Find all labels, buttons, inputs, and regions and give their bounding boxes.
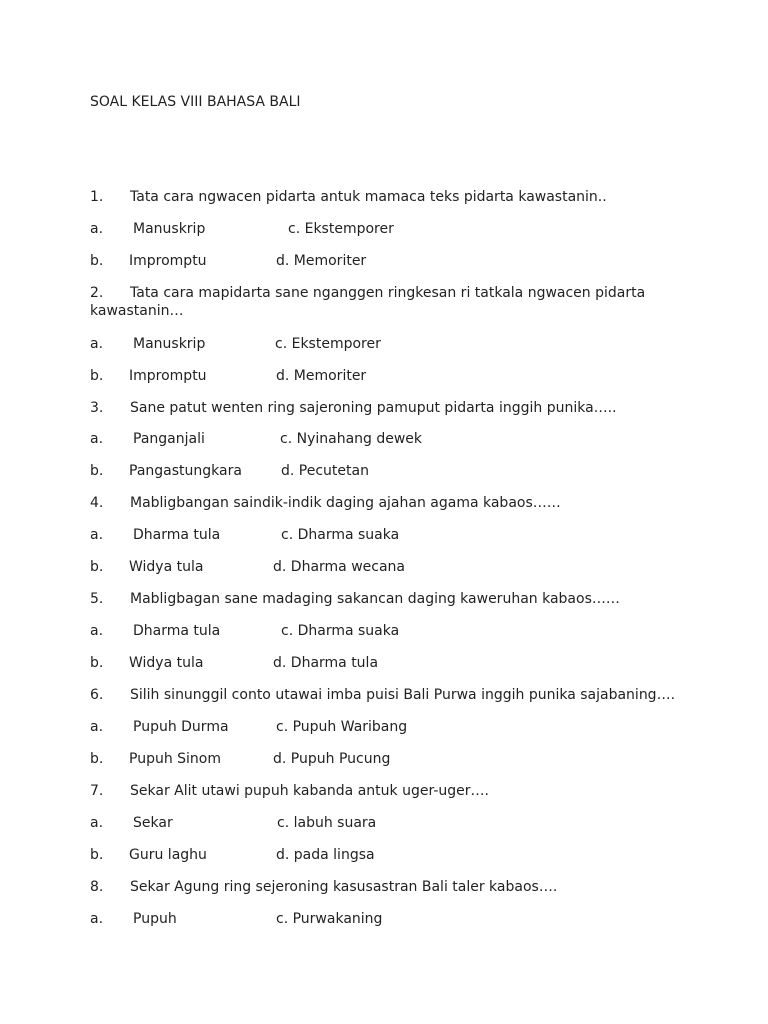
option-letter: a. [90,336,104,352]
option-letter: a. [90,623,104,639]
option-d: d. Pupuh Pucung [273,751,391,767]
question-number: 5. [90,591,104,607]
option-c: c. Nyinahang dewek [280,431,423,447]
option-letter: b. [90,463,104,479]
option-a: Pupuh Durma [133,719,229,735]
option-letter: b. [90,655,104,671]
question-text: Mabligbagan sane madaging sakancan daging kaweruhan kabaos…… [130,591,620,607]
option-a: Dharma tula [133,623,221,639]
option-letter: a. [90,911,104,927]
option-letter: a. [90,431,104,447]
option-d: d. Memoriter [276,368,367,384]
option-d: d. Dharma tula [273,655,379,671]
question-number: 3. [90,400,104,416]
option-letter: b. [90,368,104,384]
question-number: 7. [90,783,104,799]
option-c: c. Pupuh Waribang [276,719,408,735]
option-c: c. Purwakaning [276,911,383,927]
question-number: 4. [90,495,104,511]
option-b: Widya tula [129,559,204,575]
document-title: SOAL KELAS VIII BAHASA BALI [90,94,301,110]
question-text: Tata cara mapidarta sane nganggen ringkesan ri tatkala ngwacen pidarta [130,285,646,301]
option-d: d. Pecutetan [281,463,369,479]
option-letter: a. [90,815,104,831]
option-b: Pangastungkara [129,463,242,479]
option-b: Pupuh Sinom [129,751,222,767]
option-b: Widya tula [129,655,204,671]
question-text: Silih sinunggil conto utawai imba puisi Bali Purwa inggih punika sajabaning…. [130,687,676,703]
option-c: c. Ekstemporer [275,336,381,352]
option-a: Manuskrip [133,336,206,352]
question-text: Tata cara ngwacen pidarta antuk mamaca teks pidarta kawastanin.. [130,189,607,205]
option-letter: a. [90,527,104,543]
option-d: d. Memoriter [276,253,367,269]
option-a: Panganjali [133,431,205,447]
option-letter: b. [90,847,104,863]
option-letter: b. [90,559,104,575]
option-b: Impromptu [129,368,207,384]
option-a: Sekar [133,815,173,831]
option-c: c. labuh suara [277,815,377,831]
question-text: Mabligbangan saindik-indik daging ajahan agama kabaos…… [130,495,561,511]
question-text: Sekar Agung ring sejeroning kasusastran Bali taler kabaos…. [130,879,558,895]
option-a: Dharma tula [133,527,221,543]
question-2-continued: kawastanin… [90,303,184,319]
option-b: Guru laghu [129,847,207,863]
option-c: c. Dharma suaka [281,527,400,543]
question-number: 6. [90,687,104,703]
question-text: Sane patut wenten ring sajeroning pamuput pidarta inggih punika….. [130,400,617,416]
option-letter: a. [90,719,104,735]
question-number: 8. [90,879,104,895]
question-number: 1. [90,189,104,205]
option-b: Impromptu [129,253,207,269]
option-a: Pupuh [133,911,177,927]
option-c: c. Ekstemporer [288,221,394,237]
option-d: d. pada lingsa [276,847,375,863]
option-a: Manuskrip [133,221,206,237]
question-number: 2. [90,285,104,301]
option-letter: b. [90,253,104,269]
option-c: c. Dharma suaka [281,623,400,639]
option-letter: b. [90,751,104,767]
option-d: d. Dharma wecana [273,559,405,575]
question-text: Sekar Alit utawi pupuh kabanda antuk uger-uger…. [130,783,489,799]
option-letter: a. [90,221,104,237]
